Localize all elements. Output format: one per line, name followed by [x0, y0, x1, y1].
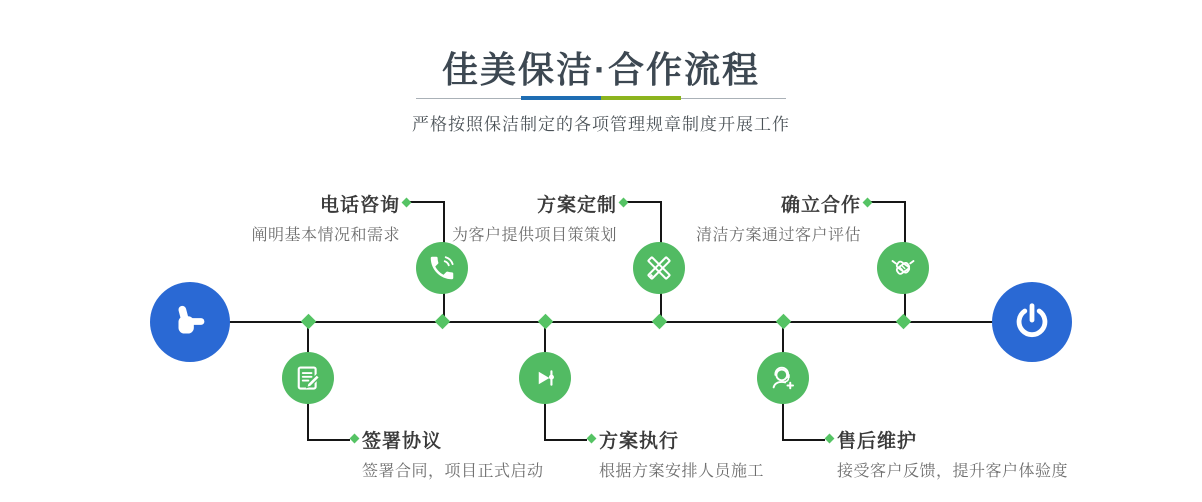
- step-desc: 接受客户反馈，提升客户体验度: [837, 463, 1069, 480]
- step-node-execute: [519, 352, 571, 404]
- page-subtitle: 严格按照保洁制定的各项管理规章制度开展工作: [412, 115, 790, 134]
- step-desc: 根据方案安排人员施工: [599, 463, 765, 480]
- start-node: [150, 282, 230, 362]
- step-node-handshake: [877, 242, 929, 294]
- step-node-phone: [416, 242, 468, 294]
- play-icon: [530, 363, 560, 393]
- step-desc: 为客户提供项目策策划: [451, 227, 617, 244]
- label-diamond: [825, 434, 835, 444]
- step-title: 方案定制: [536, 195, 617, 216]
- step-label-execute: [599, 426, 764, 481]
- step-title: 签署协议: [362, 431, 443, 452]
- step-node-design: [633, 242, 685, 294]
- contract-pen-icon: [293, 363, 323, 393]
- phone-icon: [427, 253, 457, 283]
- divider-blue-segment: [521, 96, 601, 100]
- title-divider: [416, 96, 786, 100]
- step-desc: 阐明基本情况和需求: [251, 227, 400, 244]
- step-title: 售后维护: [837, 431, 918, 452]
- step-title: 方案执行: [599, 431, 680, 452]
- end-node: [992, 282, 1072, 362]
- divider-green-segment: [601, 96, 681, 100]
- step-desc: 签署合同，项目正式启动: [362, 463, 544, 480]
- step-label-support: [837, 426, 1068, 481]
- handshake-icon: [888, 253, 918, 283]
- divider-thin-left: [416, 98, 521, 99]
- label-diamond: [350, 434, 360, 444]
- step-title: 确立合作: [780, 195, 861, 216]
- pointing-hand-icon: [167, 299, 213, 345]
- label-diamond: [587, 434, 597, 444]
- headset-plus-icon: [768, 363, 798, 393]
- step-label-cooperate: [561, 190, 861, 245]
- divider-thin-right: [681, 98, 786, 99]
- step-title: 电话咨询: [319, 195, 400, 216]
- step-desc: 清洁方案通过客户评估: [695, 227, 861, 244]
- page-title: 佳美保洁·合作流程: [442, 49, 760, 90]
- power-icon: [1009, 299, 1055, 345]
- step-node-contract: [282, 352, 334, 404]
- step-label-contract: [362, 426, 544, 481]
- step-node-support: [757, 352, 809, 404]
- pencil-ruler-icon: [644, 253, 674, 283]
